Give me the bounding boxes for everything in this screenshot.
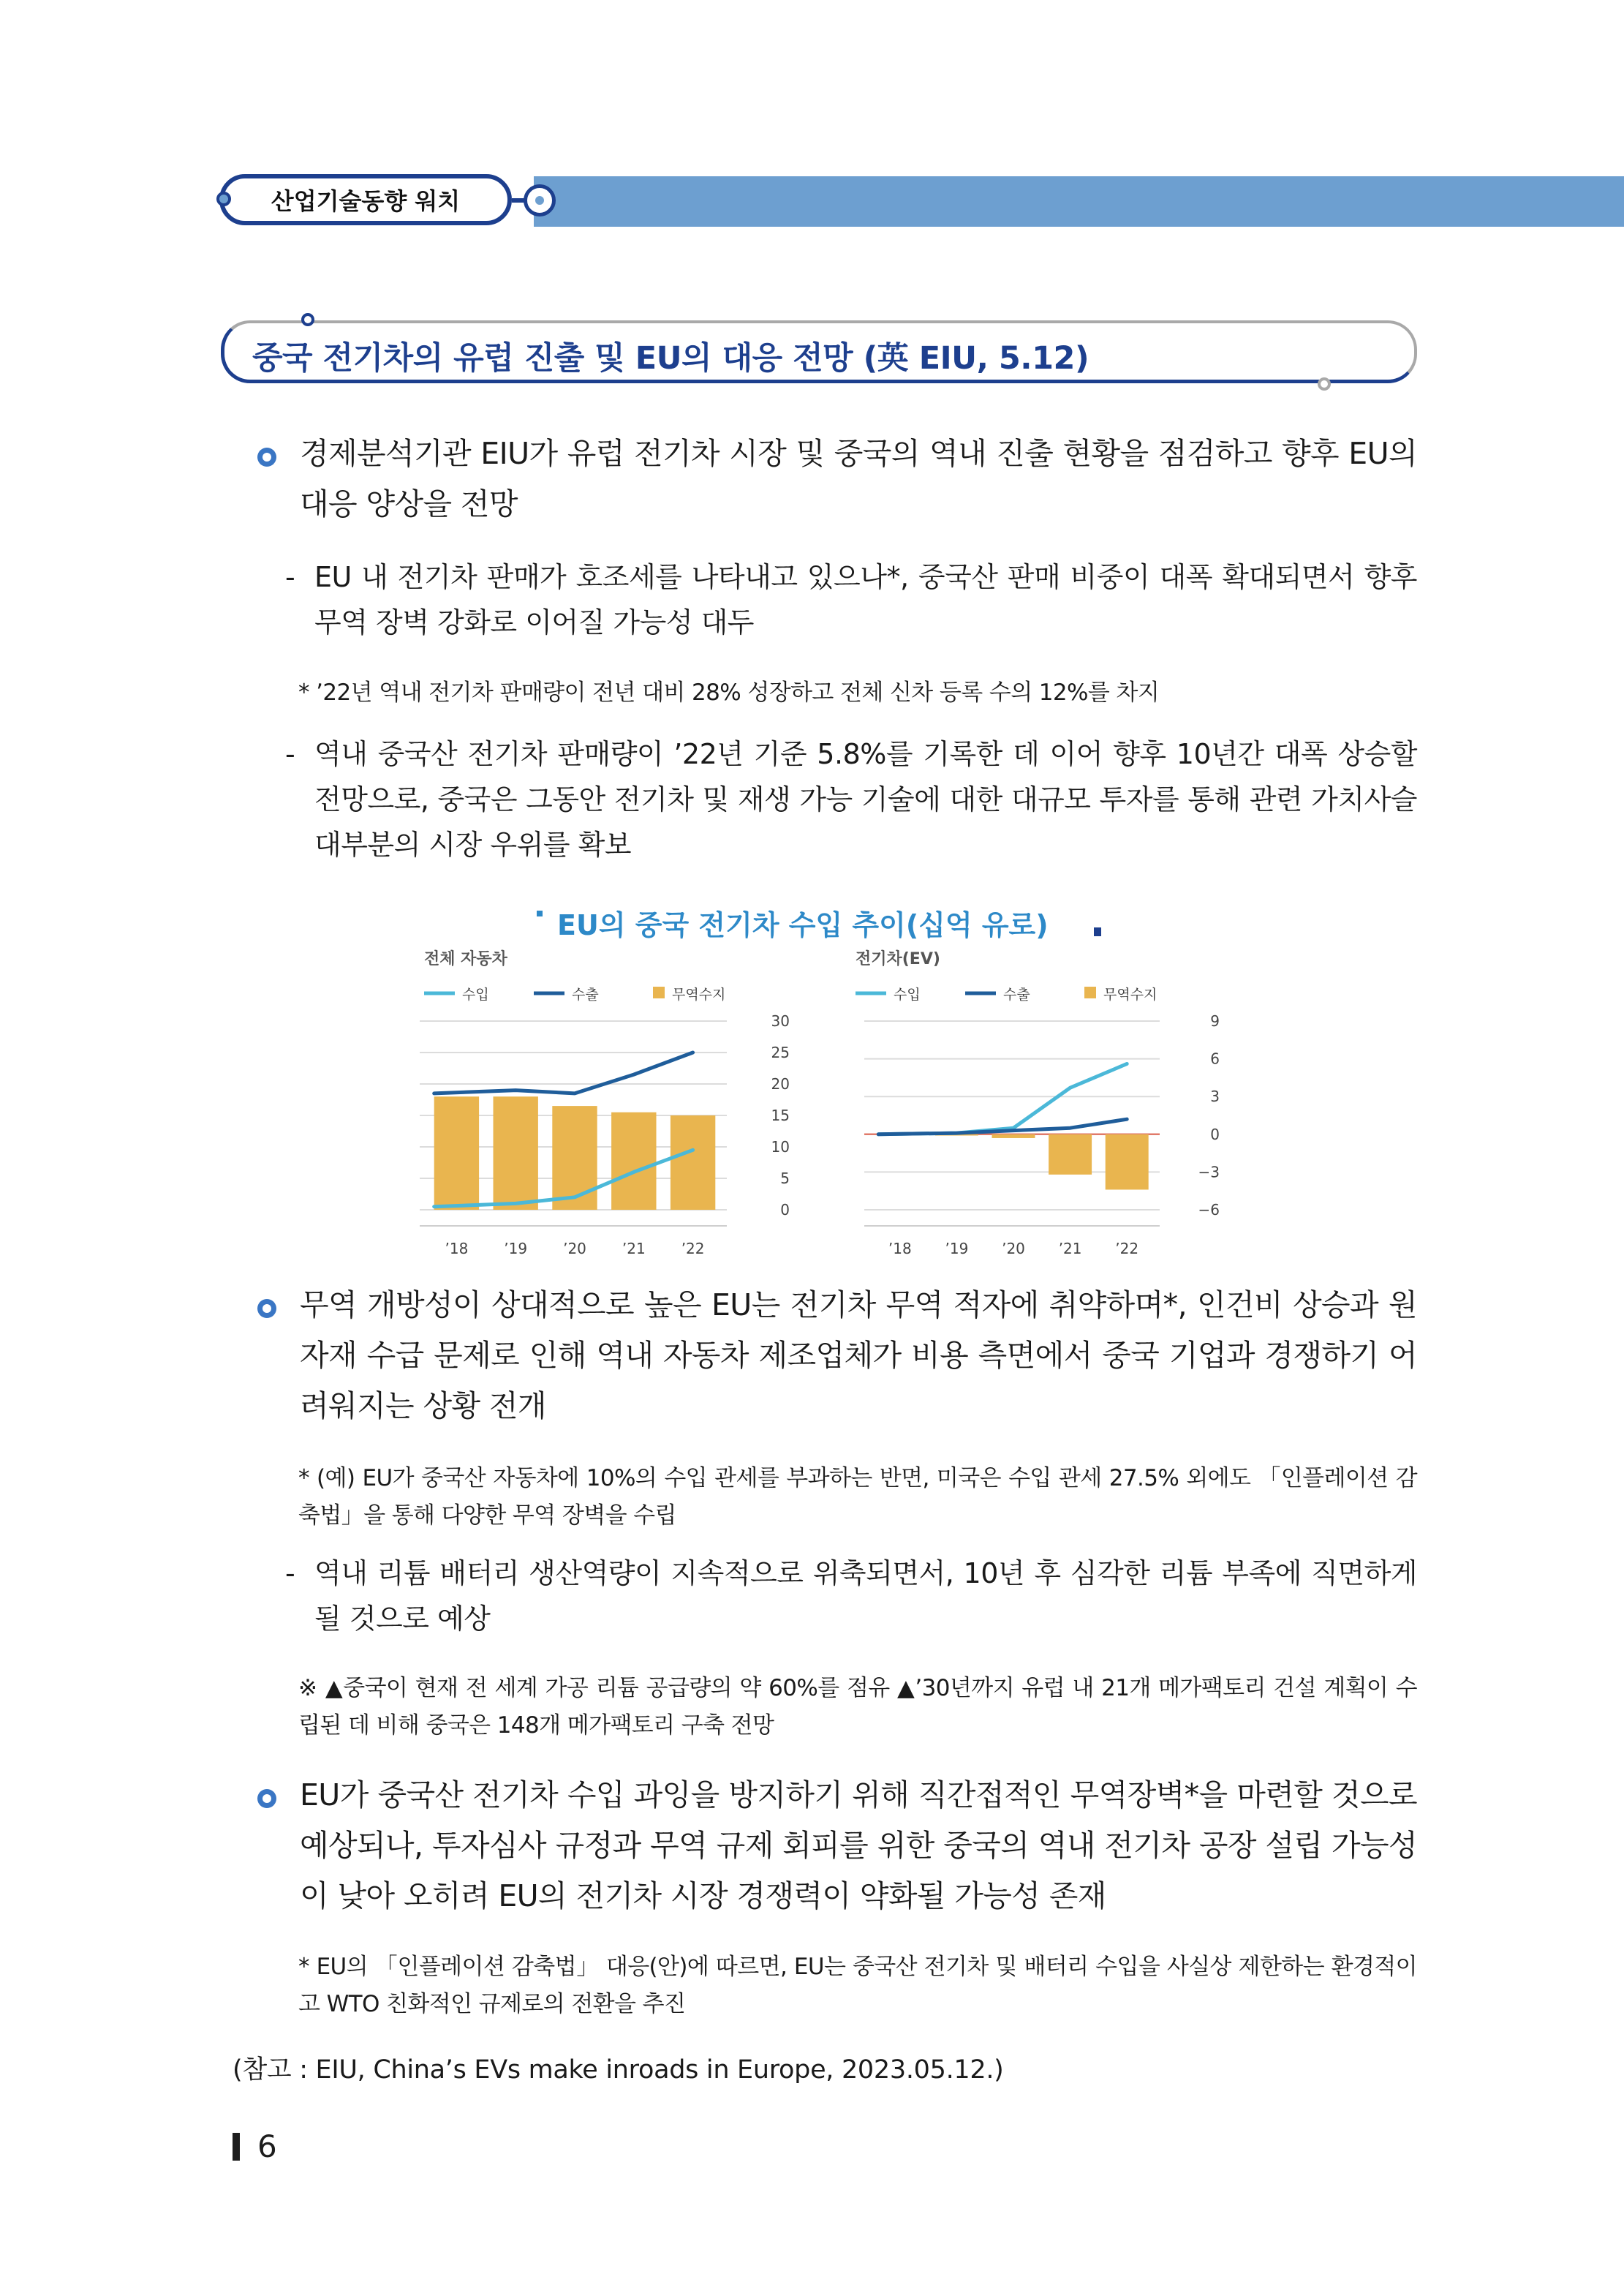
- legend-swatch: [653, 987, 665, 998]
- chart-title-marker: [1094, 927, 1101, 936]
- bar: [493, 1096, 537, 1210]
- footnote: * ’22년 역내 전기차 판매량이 전년 대비 28% 성장하고 전체 신차 등록 수의 12%를 차지: [298, 679, 1160, 706]
- page-number-marker: [233, 2133, 240, 2161]
- header-dot-icon: [216, 192, 231, 206]
- legend-label: 수입: [462, 987, 489, 1003]
- section-title: 중국 전기차의 유럽 진출 및 EU의 대응 전망 (英 EIU, 5.12): [252, 340, 1089, 377]
- bar: [1049, 1134, 1092, 1175]
- y-tick-label: 0: [1210, 1125, 1220, 1143]
- x-tick-label: ’21: [1058, 1240, 1082, 1257]
- legend-label: 수출: [1003, 987, 1030, 1003]
- dash-marker: -: [285, 561, 295, 593]
- chart-subtitle: 전기차(EV): [856, 950, 940, 968]
- y-tick-label: 15: [771, 1107, 790, 1124]
- sub-item-text: 역내 중국산 전기차 판매량이 ’22년 기준 5.8%를 기록한 데 이어 향후 10년간 대폭 상승할 전망으로, 중국은 그동안 전기차 및 재생 가능 기술에 대한 대규모 투자를 통해 관련 가치사슬 대부분의 시장 우위를 확보: [314, 738, 1417, 861]
- y-tick-label: −3: [1198, 1163, 1220, 1181]
- bullet-text: EU가 중국산 전기차 수입 과잉을 방지하기 위해 직간접적인 무역장벽*을 마련할 것으로 예상되나, 투자심사 규정과 무역 규제 회피를 위한 중국의 역내 전기차 공장 설립 가능성이 낮아 오히려 EU의 전기차 시장 경쟁력이 약화될 가능성 존재: [300, 1777, 1417, 1913]
- sub-item-text: EU 내 전기차 판매가 호조세를 나타내고 있으나*, 중국산 판매 비중이 대폭 확대되면서 향후 무역 장벽 강화로 이어질 가능성 대두: [314, 561, 1417, 639]
- y-tick-label: 25: [771, 1044, 790, 1061]
- y-tick-label: 3: [1210, 1088, 1220, 1106]
- footnote: ※ ▲중국이 현재 전 세계 가공 리튬 공급량의 약 60%를 점유 ▲’30년까지 유럽 내 21개 메가팩토리 건설 계획이 수립된 데 비해 중국은 148개 메가팩토리 구축 전망: [298, 1675, 1417, 1739]
- y-tick-label: 20: [771, 1075, 790, 1093]
- y-tick-label: 6: [1210, 1050, 1220, 1068]
- bullet-icon: [257, 1299, 276, 1318]
- chart-total-cars: [417, 948, 812, 1270]
- y-tick-label: 9: [1210, 1012, 1220, 1030]
- legend-label: 무역수지: [672, 987, 726, 1003]
- series-line: [434, 1053, 693, 1093]
- x-tick-label: ’19: [945, 1240, 969, 1257]
- header-label: 산업기술동향 워치: [219, 174, 512, 225]
- footnote: * (예) EU가 중국산 자동차에 10%의 수입 관세를 부과하는 반면, 미국은 수입 관세 27.5% 외에도 「인플레이션 감축법」을 통해 다양한 무역 장벽을 수립: [298, 1465, 1417, 1529]
- reference-note: (참고 : EIU, China’s EVs make inroads in Europe, 2023.05.12.): [233, 2055, 1004, 2085]
- bar: [992, 1134, 1035, 1138]
- legend-swatch: [1084, 987, 1096, 998]
- title-knob-icon: [301, 313, 314, 326]
- chart-ev: [848, 948, 1228, 1270]
- x-tick-label: ’20: [1002, 1240, 1025, 1257]
- bar: [1106, 1134, 1149, 1190]
- chart-title-marker: [537, 911, 543, 916]
- bullet-text: 경제분석기관 EIU가 유럽 전기차 시장 및 중국의 역내 진출 현황을 점검하고 향후 EU의 대응 양상을 전망: [300, 436, 1417, 522]
- legend-label: 수출: [572, 987, 599, 1003]
- header-circle-icon: [524, 184, 556, 217]
- x-tick-label: ’19: [504, 1240, 528, 1257]
- bullet-icon: [257, 1789, 276, 1808]
- x-tick-label: ’20: [563, 1240, 586, 1257]
- title-knob-icon: [1318, 377, 1331, 391]
- bar: [671, 1115, 715, 1210]
- y-tick-label: 5: [780, 1170, 790, 1187]
- bar: [434, 1096, 479, 1210]
- y-tick-label: −6: [1198, 1201, 1220, 1219]
- x-tick-label: ’22: [1115, 1240, 1139, 1257]
- page-number: 6: [257, 2128, 277, 2164]
- header-band: [534, 176, 1624, 227]
- dash-marker: -: [285, 1557, 295, 1589]
- series-line: [878, 1119, 1127, 1134]
- bullet-text: 무역 개방성이 상대적으로 높은 EU는 전기차 무역 적자에 취약하며*, 인건비 상승과 원자재 수급 문제로 인해 역내 자동차 제조업체가 비용 측면에서 중국 기업과 경쟁하기 어려워지는 상황 전개: [300, 1287, 1417, 1423]
- footnote: * EU의 「인플레이션 감축법」 대응(안)에 따르면, EU는 중국산 전기차 및 배터리 수입을 사실상 제한하는 환경적이고 WTO 친화적인 규제로의 전환을 추진: [298, 1954, 1417, 2017]
- dash-marker: -: [285, 738, 295, 770]
- legend-label: 무역수지: [1103, 987, 1157, 1003]
- bullet-icon: [257, 448, 276, 467]
- x-tick-label: ’18: [445, 1240, 469, 1257]
- legend-label: 수입: [894, 987, 921, 1003]
- chart-title: EU의 중국 전기차 수입 추이(십억 유로): [557, 909, 1049, 941]
- bar: [552, 1106, 597, 1210]
- chart-subtitle: 전체 자동차: [424, 950, 507, 968]
- bar: [611, 1112, 656, 1210]
- y-tick-label: 0: [780, 1201, 790, 1219]
- sub-item-text: 역내 리튬 배터리 생산역량이 지속적으로 위축되면서, 10년 후 심각한 리튬 부족에 직면하게 될 것으로 예상: [314, 1557, 1417, 1635]
- y-tick-label: 10: [771, 1138, 790, 1156]
- x-tick-label: ’22: [681, 1240, 705, 1257]
- y-tick-label: 30: [771, 1012, 790, 1030]
- x-tick-label: ’18: [888, 1240, 912, 1257]
- x-tick-label: ’21: [622, 1240, 646, 1257]
